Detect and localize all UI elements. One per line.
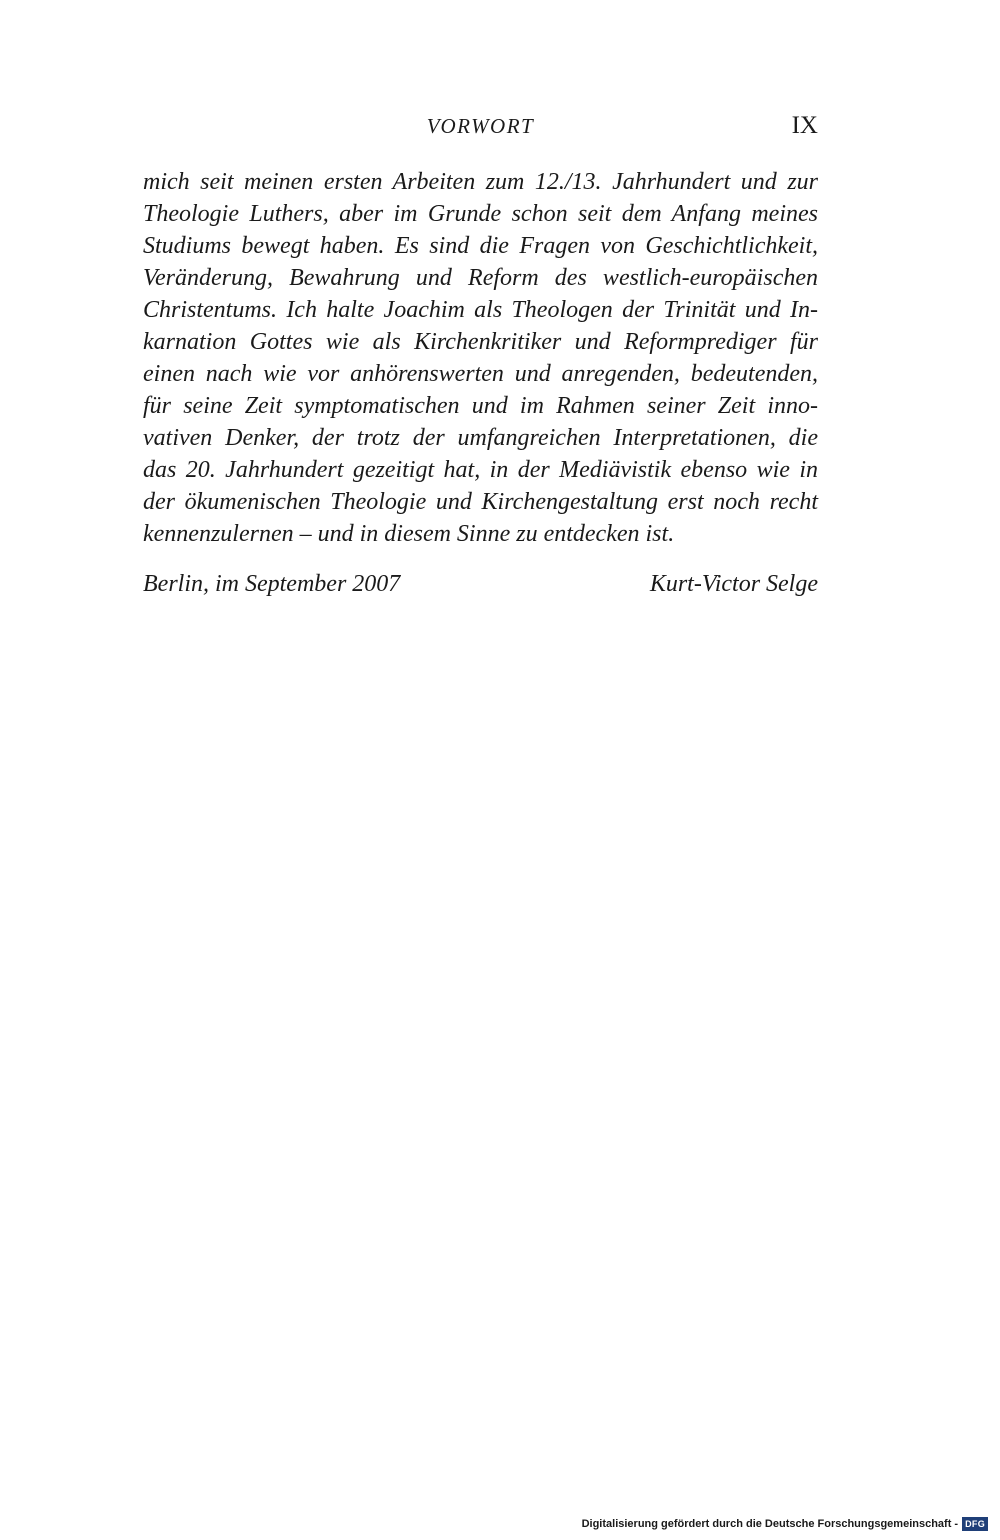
text-line: einen nach wie vor anhörenswerten und anregenden, bedeutenden, xyxy=(143,361,818,387)
signature-block xyxy=(143,566,818,602)
footer-funding-note xyxy=(582,1516,988,1532)
page-number: IX xyxy=(791,112,818,139)
text-line: mich seit meinen ersten Arbeiten zum 12./13. Jahrhundert und zur xyxy=(143,169,818,195)
funding-text: Digitalisierung gefördert durch die Deutsche Forschungsgemeinschaft - xyxy=(581,1518,959,1530)
text-line: Studiums bewegt haben. Es sind die Fragen von Geschichtlichkeit, xyxy=(143,233,818,259)
text-line: Christentums. Ich halte Joachim als Theologen der Trinität und In- xyxy=(143,297,818,323)
author-name: Kurt-Victor Selge xyxy=(649,571,818,597)
text-line: das 20. Jahrhundert gezeitigt hat, in der Mediävistik ebenso wie in xyxy=(143,457,818,483)
text-line: für seine Zeit symptomatischen und im Rahmen seiner Zeit inno- xyxy=(143,393,818,419)
body-paragraph xyxy=(143,166,818,550)
running-title: VORWORT xyxy=(426,114,535,138)
text-line: vativen Denker, der trotz der umfangreichen Interpretationen, die xyxy=(143,425,818,451)
dfg-logo-icon: DFG xyxy=(962,1517,988,1531)
text-line: Theologie Luthers, aber im Grunde schon seit dem Anfang meines xyxy=(143,201,818,227)
running-head xyxy=(143,112,818,144)
text-line: Veränderung, Bewahrung und Reform des westlich-europäischen xyxy=(143,265,818,291)
text-line: karnation Gottes wie als Kirchenkritiker und Reformprediger für xyxy=(143,329,818,355)
text-line: kennenzulernen – und in diesem Sinne zu entdecken ist. xyxy=(143,521,675,547)
text-line: der ökumenischen Theologie und Kirchengestaltung erst noch recht xyxy=(143,489,818,515)
place-date: Berlin, im September 2007 xyxy=(143,571,401,597)
